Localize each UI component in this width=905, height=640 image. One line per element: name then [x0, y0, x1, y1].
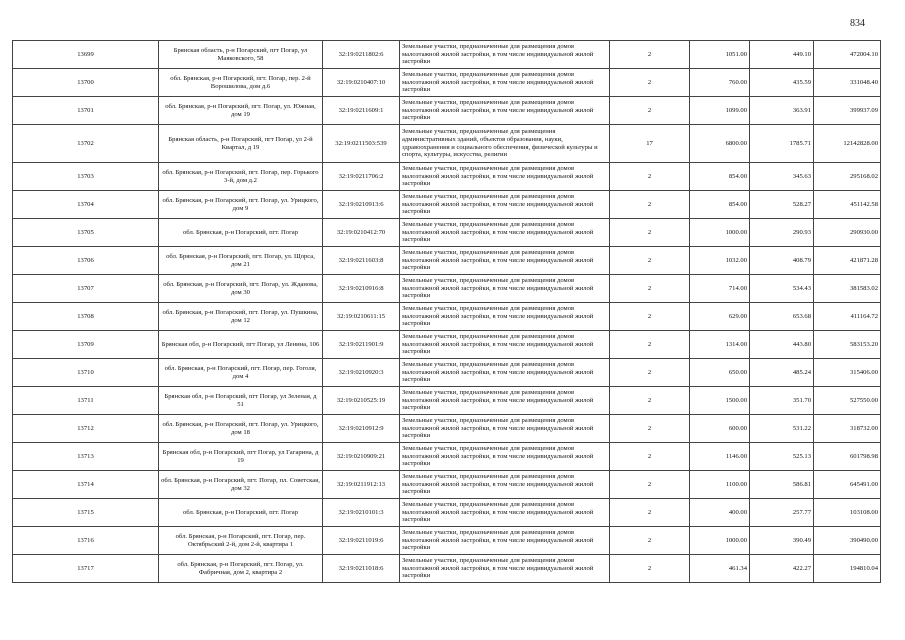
- group-code-cell: 2: [610, 247, 690, 275]
- specific-value-cell: 257.77: [750, 499, 814, 527]
- cadastral-number-cell: 32:19:0211706:2: [323, 163, 400, 191]
- cadastral-number-cell: 32:19:0211503:539: [323, 125, 400, 163]
- land-purpose-cell: Земельные участки, предназначенные для размещения административных зданий, объектов образования, науки, здравоохранения и социального обеспечения, физической культуры и спорта, культуры, искусства, религии: [400, 125, 610, 163]
- area-cell: 650.00: [690, 359, 750, 387]
- address-cell: обл. Брянская, р-н Погарский, пгт. Погар, ул. Урицкого, дом 9: [159, 191, 323, 219]
- row-number: 13712: [13, 415, 159, 443]
- group-code-cell: 2: [610, 527, 690, 555]
- cadastral-value-cell: 411164.72: [814, 303, 881, 331]
- cadastral-value-cell: 399937.09: [814, 97, 881, 125]
- row-number: 13704: [13, 191, 159, 219]
- cadastral-value-cell: 194810.04: [814, 555, 881, 583]
- address-cell: обл. Брянская, р-н Погарский, пгт. Погар, ул. Пушкина, дом 12: [159, 303, 323, 331]
- land-purpose-cell: Земельные участки, предназначенные для размещения домов малоэтажной жилой застройки, в том числе индивидуальной жилой застройки: [400, 415, 610, 443]
- group-code-cell: 17: [610, 125, 690, 163]
- area-cell: 1051.00: [690, 41, 750, 69]
- land-purpose-cell: Земельные участки, предназначенные для размещения домов малоэтажной жилой застройки, в том числе индивидуальной жилой застройки: [400, 219, 610, 247]
- specific-value-cell: 534.43: [750, 275, 814, 303]
- group-code-cell: 2: [610, 471, 690, 499]
- area-cell: 461.34: [690, 555, 750, 583]
- address-cell: Брянская область, р-н Погарский, пгт Погар, ул Маяковского, 58: [159, 41, 323, 69]
- table-row: [13, 499, 881, 527]
- address-cell: обл. Брянская, р-н Погарский, пгт. Погар: [159, 499, 323, 527]
- specific-value-cell: 653.68: [750, 303, 814, 331]
- row-number: 13705: [13, 219, 159, 247]
- table-row: [13, 191, 881, 219]
- cadastral-value-cell: 645491.00: [814, 471, 881, 499]
- specific-value-cell: 351.70: [750, 387, 814, 415]
- address-cell: обл. Брянская, р-н Погарский, пгт. Погар, ул. Щорса, дом 21: [159, 247, 323, 275]
- specific-value-cell: 528.27: [750, 191, 814, 219]
- row-number: 13709: [13, 331, 159, 359]
- cadastral-value-cell: 583153.20: [814, 331, 881, 359]
- land-purpose-cell: Земельные участки, предназначенные для размещения домов малоэтажной жилой застройки, в том числе индивидуальной жилой застройки: [400, 443, 610, 471]
- area-cell: 600.00: [690, 415, 750, 443]
- cadastral-number-cell: 32:19:0210909:21: [323, 443, 400, 471]
- row-number: 13701: [13, 97, 159, 125]
- table-row: [13, 471, 881, 499]
- cadastral-value-cell: 315406.00: [814, 359, 881, 387]
- cadastral-value-cell: 601798.98: [814, 443, 881, 471]
- cadastral-number-cell: 32:19:0211912:13: [323, 471, 400, 499]
- cadastral-value-cell: 290930.00: [814, 219, 881, 247]
- address-cell: обл. Брянская, р-н Погарский, пгт. Погар, пер. Октябрьский 2-й, дом 2-й, квартира 1: [159, 527, 323, 555]
- area-cell: 1500.00: [690, 387, 750, 415]
- row-number: 13713: [13, 443, 159, 471]
- cadastral-number-cell: 32:19:0211901:9: [323, 331, 400, 359]
- address-cell: обл. Брянская, р-н Погарский, пгт. Погар, ул. Жданова, дом 30: [159, 275, 323, 303]
- cadastral-value-cell: 527550.00: [814, 387, 881, 415]
- address-cell: обл. Брянская, р-н Погарский, пгт. Погар, пер. 2-й Ворошилова, дом д.6: [159, 69, 323, 97]
- table-row: [13, 275, 881, 303]
- address-cell: обл. Брянская, р-н Погарский, пгт. Погар, ул. Южная, дом 19: [159, 97, 323, 125]
- specific-value-cell: 443.80: [750, 331, 814, 359]
- cadastral-number-cell: 32:19:0210912:9: [323, 415, 400, 443]
- group-code-cell: 2: [610, 555, 690, 583]
- address-cell: Брянская обл, р-н Погарский, пгт Погар, ул Ленина, 106: [159, 331, 323, 359]
- area-cell: 629.00: [690, 303, 750, 331]
- table-row: [13, 125, 881, 163]
- specific-value-cell: 485.24: [750, 359, 814, 387]
- cadastral-value-cell: 295168.02: [814, 163, 881, 191]
- cadastral-number-cell: 32:19:0210407:10: [323, 69, 400, 97]
- cadastral-number-cell: 32:19:0211609:1: [323, 97, 400, 125]
- table-row: [13, 359, 881, 387]
- group-code-cell: 2: [610, 41, 690, 69]
- land-purpose-cell: Земельные участки, предназначенные для размещения домов малоэтажной жилой застройки, в том числе индивидуальной жилой застройки: [400, 247, 610, 275]
- table-row: [13, 555, 881, 583]
- cadastral-number-cell: 32:19:0210412:70: [323, 219, 400, 247]
- area-cell: 1100.00: [690, 471, 750, 499]
- specific-value-cell: 435.59: [750, 69, 814, 97]
- row-number: 13714: [13, 471, 159, 499]
- row-number: 13715: [13, 499, 159, 527]
- land-purpose-cell: Земельные участки, предназначенные для размещения домов малоэтажной жилой застройки, в том числе индивидуальной жилой застройки: [400, 41, 610, 69]
- cadastral-value-cell: 103108.00: [814, 499, 881, 527]
- row-number: 13706: [13, 247, 159, 275]
- cadastral-number-cell: 32:19:0211019:6: [323, 527, 400, 555]
- row-number: 13703: [13, 163, 159, 191]
- address-cell: обл. Брянская, р-н Погарский, пгт. Погар, пер. Горького 3-й, дом д.2: [159, 163, 323, 191]
- specific-value-cell: 1785.71: [750, 125, 814, 163]
- address-cell: Брянская обл, р-н Погарский, пгт Погар, ул Гагарина, д 19: [159, 443, 323, 471]
- specific-value-cell: 586.81: [750, 471, 814, 499]
- table-row: [13, 163, 881, 191]
- cadastral-value-cell: 451142.58: [814, 191, 881, 219]
- row-number: 13700: [13, 69, 159, 97]
- area-cell: 714.00: [690, 275, 750, 303]
- land-purpose-cell: Земельные участки, предназначенные для размещения домов малоэтажной жилой застройки, в том числе индивидуальной жилой застройки: [400, 499, 610, 527]
- cadastral-value-cell: 472004.10: [814, 41, 881, 69]
- specific-value-cell: 525.13: [750, 443, 814, 471]
- group-code-cell: 2: [610, 303, 690, 331]
- group-code-cell: 2: [610, 499, 690, 527]
- cadastral-value-cell: 421871.28: [814, 247, 881, 275]
- group-code-cell: 2: [610, 219, 690, 247]
- area-cell: 854.00: [690, 191, 750, 219]
- area-cell: 1000.00: [690, 219, 750, 247]
- group-code-cell: 2: [610, 69, 690, 97]
- area-cell: 760.00: [690, 69, 750, 97]
- row-number: 13699: [13, 41, 159, 69]
- cadastral-number-cell: 32:19:0210913:6: [323, 191, 400, 219]
- land-purpose-cell: Земельные участки, предназначенные для размещения домов малоэтажной жилой застройки, в том числе индивидуальной жилой застройки: [400, 555, 610, 583]
- group-code-cell: 2: [610, 97, 690, 125]
- land-purpose-cell: Земельные участки, предназначенные для размещения домов малоэтажной жилой застройки, в том числе индивидуальной жилой застройки: [400, 303, 610, 331]
- table-row: [13, 527, 881, 555]
- land-purpose-cell: Земельные участки, предназначенные для размещения домов малоэтажной жилой застройки, в том числе индивидуальной жилой застройки: [400, 331, 610, 359]
- table-row: [13, 69, 881, 97]
- area-cell: 6800.00: [690, 125, 750, 163]
- group-code-cell: 2: [610, 163, 690, 191]
- row-number: 13710: [13, 359, 159, 387]
- area-cell: 1314.00: [690, 331, 750, 359]
- cadastral-value-cell: 381583.02: [814, 275, 881, 303]
- cadastral-number-cell: 32:19:0210525:19: [323, 387, 400, 415]
- land-purpose-cell: Земельные участки, предназначенные для размещения домов малоэтажной жилой застройки, в том числе индивидуальной жилой застройки: [400, 275, 610, 303]
- page-number: 834: [850, 18, 865, 29]
- specific-value-cell: 345.63: [750, 163, 814, 191]
- specific-value-cell: 290.93: [750, 219, 814, 247]
- cadastral-number-cell: 32:19:0210101:3: [323, 499, 400, 527]
- address-cell: обл. Брянская, р-н Погарский, пгт. Погар, пер. Гоголя, дом 4: [159, 359, 323, 387]
- group-code-cell: 2: [610, 275, 690, 303]
- area-cell: 400.00: [690, 499, 750, 527]
- address-cell: обл. Брянская, р-н Погарский, пгт. Погар, ул. Урицкого, дом 18: [159, 415, 323, 443]
- row-number: 13708: [13, 303, 159, 331]
- group-code-cell: 2: [610, 387, 690, 415]
- table-row: [13, 331, 881, 359]
- group-code-cell: 2: [610, 191, 690, 219]
- table-row: [13, 247, 881, 275]
- address-cell: обл. Брянская, р-н Погарский, пгт. Погар, пл. Советская, дом 32: [159, 471, 323, 499]
- address-cell: Брянская обл, р-н Погарский, пгт Погар, ул Зеленая, д 51: [159, 387, 323, 415]
- row-number: 13707: [13, 275, 159, 303]
- specific-value-cell: 422.27: [750, 555, 814, 583]
- cadastral-value-cell: 12142828.00: [814, 125, 881, 163]
- land-purpose-cell: Земельные участки, предназначенные для размещения домов малоэтажной жилой застройки, в том числе индивидуальной жилой застройки: [400, 359, 610, 387]
- group-code-cell: 2: [610, 415, 690, 443]
- address-cell: обл. Брянская, р-н Погарский, пгт. Погар: [159, 219, 323, 247]
- cadastral-value-cell: 331048.40: [814, 69, 881, 97]
- cadastral-number-cell: 32:19:0211603:8: [323, 247, 400, 275]
- specific-value-cell: 408.79: [750, 247, 814, 275]
- land-purpose-cell: Земельные участки, предназначенные для размещения домов малоэтажной жилой застройки, в том числе индивидуальной жилой застройки: [400, 163, 610, 191]
- specific-value-cell: 390.49: [750, 527, 814, 555]
- row-number: 13711: [13, 387, 159, 415]
- table-row: [13, 387, 881, 415]
- group-code-cell: 2: [610, 359, 690, 387]
- table-row: [13, 41, 881, 69]
- table-row: [13, 415, 881, 443]
- table-body: [13, 41, 881, 583]
- table-row: [13, 219, 881, 247]
- cadastral-value-cell: 318732.00: [814, 415, 881, 443]
- table-row: [13, 443, 881, 471]
- address-cell: Брянская область, р-н Погарский, пгт Погар, ул 2-й Квартал, д 19: [159, 125, 323, 163]
- row-number: 13702: [13, 125, 159, 163]
- specific-value-cell: 531.22: [750, 415, 814, 443]
- cadastral-value-cell: 390490.00: [814, 527, 881, 555]
- land-purpose-cell: Земельные участки, предназначенные для размещения домов малоэтажной жилой застройки, в том числе индивидуальной жилой застройки: [400, 527, 610, 555]
- cadastral-number-cell: 32:19:0210916:8: [323, 275, 400, 303]
- group-code-cell: 2: [610, 331, 690, 359]
- cadastral-number-cell: 32:19:0211018:6: [323, 555, 400, 583]
- cadastral-registry-table: [12, 40, 881, 583]
- area-cell: 854.00: [690, 163, 750, 191]
- area-cell: 1146.00: [690, 443, 750, 471]
- row-number: 13717: [13, 555, 159, 583]
- land-purpose-cell: Земельные участки, предназначенные для размещения домов малоэтажной жилой застройки, в том числе индивидуальной жилой застройки: [400, 471, 610, 499]
- specific-value-cell: 363.91: [750, 97, 814, 125]
- cadastral-number-cell: 32:19:0210920:3: [323, 359, 400, 387]
- table-row: [13, 303, 881, 331]
- area-cell: 1032.00: [690, 247, 750, 275]
- area-cell: 1000.00: [690, 527, 750, 555]
- specific-value-cell: 449.10: [750, 41, 814, 69]
- row-number: 13716: [13, 527, 159, 555]
- land-purpose-cell: Земельные участки, предназначенные для размещения домов малоэтажной жилой застройки, в том числе индивидуальной жилой застройки: [400, 387, 610, 415]
- address-cell: обл. Брянская, р-н Погарский, пгт. Погар, ул. Фабричная, дом 2, квартира 2: [159, 555, 323, 583]
- group-code-cell: 2: [610, 443, 690, 471]
- area-cell: 1099.00: [690, 97, 750, 125]
- table-row: [13, 97, 881, 125]
- land-purpose-cell: Земельные участки, предназначенные для размещения домов малоэтажной жилой застройки, в том числе индивидуальной жилой застройки: [400, 69, 610, 97]
- land-purpose-cell: Земельные участки, предназначенные для размещения домов малоэтажной жилой застройки, в том числе индивидуальной жилой застройки: [400, 97, 610, 125]
- cadastral-number-cell: 32:19:0211802:6: [323, 41, 400, 69]
- land-purpose-cell: Земельные участки, предназначенные для размещения домов малоэтажной жилой застройки, в том числе индивидуальной жилой застройки: [400, 191, 610, 219]
- cadastral-number-cell: 32:19:0210611:15: [323, 303, 400, 331]
